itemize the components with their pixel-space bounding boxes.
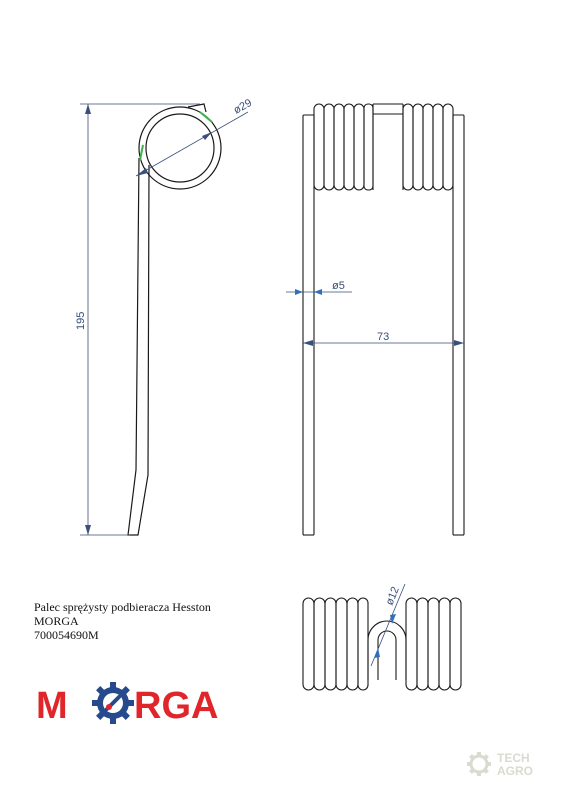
coil-diameter-label: ø29 (231, 96, 255, 117)
dimension-height (80, 104, 200, 535)
bottom-right-coil (406, 598, 461, 690)
side-view (128, 104, 221, 535)
right-coil (403, 104, 453, 190)
morga-logo (36, 682, 218, 727)
caption-title: Palec sprężysty podbieracza Hesston (34, 600, 211, 614)
width-label: 73 (377, 331, 390, 343)
green-marker-top (200, 112, 212, 122)
left-coil (314, 104, 373, 190)
techagro-watermark (467, 751, 533, 778)
bottom-u-loop-inner (378, 631, 396, 680)
loop-diameter-label: ø12 (383, 585, 402, 608)
bottom-left-coil (303, 598, 368, 690)
tine-shaft (128, 158, 149, 535)
part-caption (34, 600, 211, 642)
height-label: 195 (75, 311, 87, 330)
watermark-agro: AGRO (497, 764, 533, 778)
wire-diameter-label: ø5 (332, 280, 345, 292)
bottom-u-loop (368, 621, 406, 680)
caption-brand: MORGA (34, 614, 79, 628)
coil-inner-circle (146, 114, 214, 182)
watermark-tech: TECH (497, 751, 530, 765)
dimension-coil-diameter (136, 97, 254, 176)
gear-icon (92, 682, 134, 724)
right-leg (453, 115, 464, 535)
front-view (303, 104, 464, 535)
logo-letters-rga: RGA (134, 685, 219, 727)
green-marker-left (140, 145, 143, 160)
bottom-view (303, 598, 461, 690)
watermark-gear-icon (467, 752, 491, 776)
caption-part-number: 700054690M (34, 628, 99, 642)
logo-letter-m: M (36, 685, 68, 727)
left-leg (303, 115, 314, 535)
